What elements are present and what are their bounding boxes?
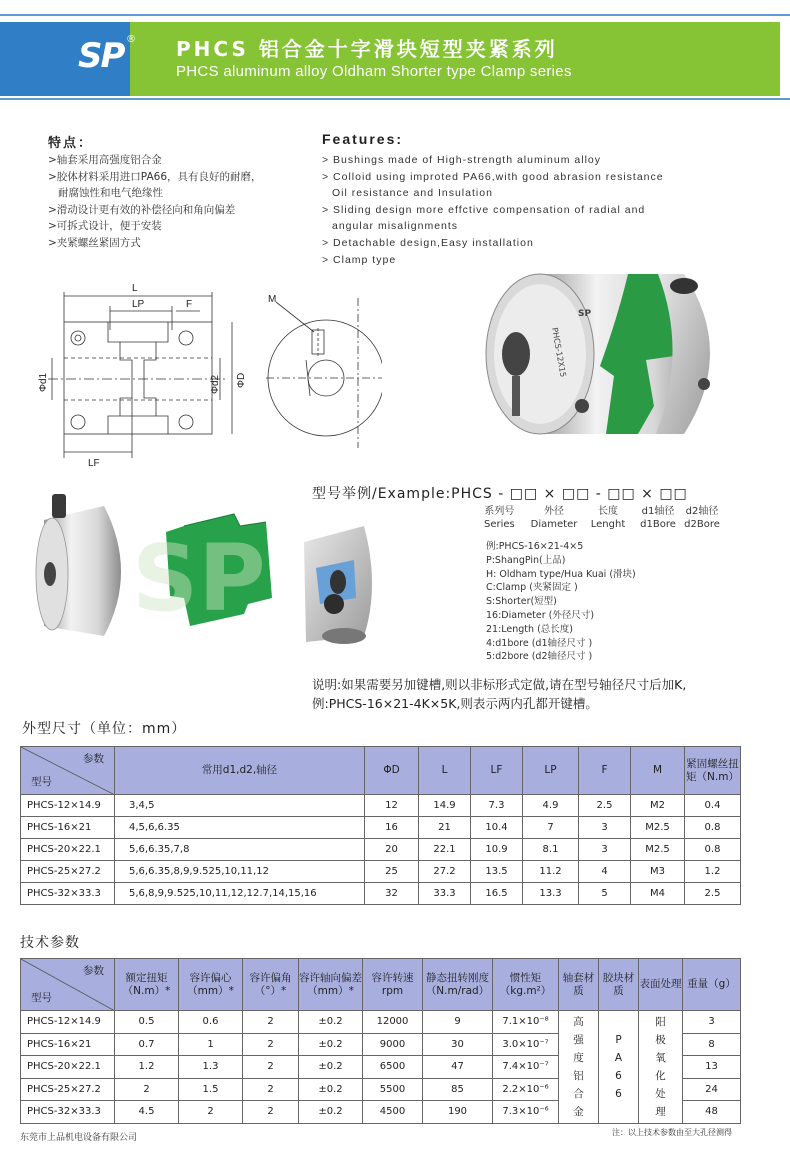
dimensions-header: 常用d1,d2,轴径 bbox=[115, 747, 365, 795]
value-cell: 13.5 bbox=[471, 861, 523, 883]
value-cell: 0.4 bbox=[685, 795, 741, 817]
value-cell: 5,6,6.35,7,8 bbox=[115, 839, 365, 861]
value-cell: 2 bbox=[243, 1101, 299, 1124]
value-cell: ±0.2 bbox=[299, 1011, 363, 1034]
value-cell: 12000 bbox=[363, 1011, 423, 1034]
value-cell: 2 bbox=[243, 1056, 299, 1079]
feature-en-item: > Sliding design more effctive compensation of radial and bbox=[322, 203, 646, 216]
value-cell: 7.3 bbox=[471, 795, 523, 817]
value-cell: M2 bbox=[631, 795, 685, 817]
feature-cn-item: >可拆式设计，便于安装 bbox=[48, 220, 162, 232]
dim-label-LP: LP bbox=[132, 299, 145, 310]
value-cell: 5 bbox=[579, 883, 631, 905]
corner-param-label: 参数 bbox=[83, 965, 104, 977]
value-cell: 3.0×10⁻⁷ bbox=[493, 1033, 559, 1056]
feature-en-item: > Clamp type bbox=[322, 253, 397, 266]
registered-mark: ® bbox=[126, 34, 136, 45]
example-title: 型号举例/Example:PHCS - □□ × □□ - □□ × □□ bbox=[312, 486, 688, 502]
technical-header: 轴套材质 bbox=[559, 959, 599, 1011]
dimensions-header: M bbox=[631, 747, 685, 795]
technical-header: 表面处理 bbox=[639, 959, 683, 1011]
value-cell: 1 bbox=[179, 1033, 243, 1056]
value-cell: 2 bbox=[179, 1101, 243, 1124]
feature-cn-item: >轴套采用高强度铝合金 bbox=[48, 154, 162, 166]
technical-header: 胶块材质 bbox=[599, 959, 639, 1011]
value-cell: 0.6 bbox=[179, 1011, 243, 1034]
value-cell: 0.7 bbox=[115, 1033, 179, 1056]
weight-cell: 3 bbox=[683, 1011, 741, 1034]
technical-table-body bbox=[21, 1011, 741, 1124]
dimensions-header: LF bbox=[471, 747, 523, 795]
example-note: 例:PHCS-16×21-4×5 bbox=[486, 541, 584, 552]
dimensions-table-body bbox=[21, 795, 741, 905]
logo-text: SP bbox=[78, 36, 124, 76]
model-cell: PHCS-25×27.2 bbox=[21, 1078, 115, 1101]
dimensions-row bbox=[21, 883, 741, 905]
product-mark-text: PHCS-12X15 bbox=[550, 326, 568, 378]
end-view-drawing bbox=[262, 288, 382, 448]
value-cell: 1.2 bbox=[685, 861, 741, 883]
code-d1bore: d1轴径 d1Bore bbox=[640, 506, 676, 530]
page-title-en: PHCS aluminum alloy Oldham Shorter type Clamp series bbox=[176, 63, 572, 80]
model-cell: PHCS-16×21 bbox=[21, 1033, 115, 1056]
value-cell: 7.1×10⁻⁸ bbox=[493, 1011, 559, 1034]
value-cell: 25 bbox=[365, 861, 419, 883]
value-cell: 9000 bbox=[363, 1033, 423, 1056]
dimensions-row bbox=[21, 839, 741, 861]
value-cell: 4,5,6,6.35 bbox=[115, 817, 365, 839]
value-cell: 0.5 bbox=[115, 1011, 179, 1034]
value-cell: 22.1 bbox=[419, 839, 471, 861]
value-cell: 16.5 bbox=[471, 883, 523, 905]
value-cell: 6500 bbox=[363, 1056, 423, 1079]
weight-cell: 48 bbox=[683, 1101, 741, 1124]
dim-label-d2: Φd2 bbox=[210, 374, 221, 394]
value-cell: 2.2×10⁻⁶ bbox=[493, 1078, 559, 1101]
header-top-rule bbox=[0, 14, 790, 16]
exploded-view-photo bbox=[34, 486, 380, 656]
model-cell: PHCS-20×22.1 bbox=[21, 1056, 115, 1079]
dim-label-F: F bbox=[186, 299, 193, 310]
value-cell: 3 bbox=[579, 839, 631, 861]
example-note: 4:d1bore (d1轴径尺寸 ) bbox=[486, 637, 593, 649]
model-cell: PHCS-16×21 bbox=[21, 817, 115, 839]
value-cell: 11.2 bbox=[523, 861, 579, 883]
footer-note: 注：以上技术参数由至大孔径测得 bbox=[612, 1128, 732, 1137]
value-cell: 5,6,8,9,9.525,10,11,12,12.7,14,15,16 bbox=[115, 883, 365, 905]
value-cell: 21 bbox=[419, 817, 471, 839]
value-cell: 2.5 bbox=[685, 883, 741, 905]
feature-en-item: angular misalignments bbox=[332, 220, 459, 233]
value-cell: 4 bbox=[579, 861, 631, 883]
technical-row bbox=[21, 1011, 741, 1034]
coupling-photo bbox=[478, 256, 740, 452]
dimensions-table bbox=[20, 746, 741, 905]
sleeve-material-cell: 高 强 度 铝 合 金 bbox=[559, 1011, 599, 1124]
model-cell: PHCS-12×14.9 bbox=[21, 1011, 115, 1034]
example-note: H: Oldham type/Hua Kuai (滑块) bbox=[486, 568, 636, 580]
value-cell: 5,6,6.35,8,9,9.525,10,11,12 bbox=[115, 861, 365, 883]
example-note: C:Clamp (夹紧固定 ) bbox=[486, 582, 578, 594]
page-title-cn: PHCS 铝合金十字滑块短型夹紧系列 bbox=[176, 37, 558, 61]
value-cell: M2.5 bbox=[631, 839, 685, 861]
brand-logo bbox=[78, 36, 140, 82]
model-cell: PHCS-32×33.3 bbox=[21, 883, 115, 905]
value-cell: 2.5 bbox=[579, 795, 631, 817]
value-cell: 0.8 bbox=[685, 817, 741, 839]
feature-cn-item: 耐腐蚀性和电气绝缘性 bbox=[58, 187, 163, 199]
watermark-logo: SP bbox=[132, 525, 266, 632]
corner-param-label: 参数 bbox=[83, 753, 104, 765]
value-cell: ±0.2 bbox=[299, 1033, 363, 1056]
example-note: 16:Diameter (外径尺寸) bbox=[486, 609, 595, 621]
code-d2bore: d2轴径 d2Bore bbox=[684, 506, 720, 530]
code-length: 长度 Lenght bbox=[590, 506, 626, 530]
value-cell: 12 bbox=[365, 795, 419, 817]
corner-model-label: 型号 bbox=[31, 992, 52, 1004]
dimensions-header: F bbox=[579, 747, 631, 795]
dimensions-title: 外型尺寸（单位：mm） bbox=[22, 721, 187, 737]
value-cell: 14.9 bbox=[419, 795, 471, 817]
value-cell: 33.3 bbox=[419, 883, 471, 905]
value-cell: 7.3×10⁻⁶ bbox=[493, 1101, 559, 1124]
surface-treatment-cell: 阳 极 氧 化 处 理 bbox=[639, 1011, 683, 1124]
features-list-cn bbox=[48, 152, 262, 251]
technical-table bbox=[20, 958, 741, 1124]
features-heading-cn: 特点： bbox=[48, 136, 94, 151]
dim-label-L: L bbox=[132, 283, 138, 294]
example-notes bbox=[486, 540, 636, 664]
feature-en-item: Oil resistance and Insulation bbox=[332, 187, 493, 200]
dimensions-row bbox=[21, 817, 741, 839]
technical-header: 重量（g） bbox=[683, 959, 741, 1011]
features-heading-en: Features: bbox=[322, 131, 404, 147]
corner-model-label: 型号 bbox=[31, 776, 52, 788]
dim-label-D: ΦD bbox=[236, 372, 247, 388]
value-cell: 2 bbox=[243, 1078, 299, 1101]
value-cell: 3,4,5 bbox=[115, 795, 365, 817]
weight-cell: 8 bbox=[683, 1033, 741, 1056]
value-cell: ±0.2 bbox=[299, 1101, 363, 1124]
value-cell: 5500 bbox=[363, 1078, 423, 1101]
model-cell: PHCS-20×22.1 bbox=[21, 839, 115, 861]
value-cell: 190 bbox=[423, 1101, 493, 1124]
model-cell: PHCS-12×14.9 bbox=[21, 795, 115, 817]
model-cell: PHCS-32×33.3 bbox=[21, 1101, 115, 1124]
dimensions-corner-cell bbox=[21, 747, 115, 795]
technical-corner-cell bbox=[21, 959, 115, 1011]
technical-header: 容许偏心（mm）* bbox=[179, 959, 243, 1011]
value-cell: 4.5 bbox=[115, 1101, 179, 1124]
value-cell: 20 bbox=[365, 839, 419, 861]
feature-cn-item: >夹紧螺丝紧固方式 bbox=[48, 236, 141, 249]
value-cell: 4500 bbox=[363, 1101, 423, 1124]
company-name: 东莞市上品机电设备有限公司 bbox=[20, 1133, 138, 1143]
code-diameter: 外径 Diameter bbox=[530, 506, 578, 530]
value-cell: 9 bbox=[423, 1011, 493, 1034]
feature-en-item: > Bushings made of High-strength aluminum alloy bbox=[322, 154, 601, 166]
example-note: 21:Length (总长度) bbox=[486, 623, 573, 635]
value-cell: 2 bbox=[115, 1078, 179, 1101]
technical-header: 容许转速 rpm bbox=[363, 959, 423, 1011]
header-banner bbox=[0, 0, 790, 110]
value-cell: 4.9 bbox=[523, 795, 579, 817]
value-cell: 10.4 bbox=[471, 817, 523, 839]
value-cell: M2.5 bbox=[631, 817, 685, 839]
dim-label-d1: Φd1 bbox=[38, 372, 49, 392]
dimensions-header: L bbox=[419, 747, 471, 795]
value-cell: ±0.2 bbox=[299, 1056, 363, 1079]
feature-en-item: > Detachable design,Easy installation bbox=[322, 236, 534, 249]
value-cell: ±0.2 bbox=[299, 1078, 363, 1101]
value-cell: 3 bbox=[579, 817, 631, 839]
features-list-en bbox=[322, 152, 664, 268]
dimensions-header: LP bbox=[523, 747, 579, 795]
dimensions-header: ΦD bbox=[365, 747, 419, 795]
value-cell: 1.3 bbox=[179, 1056, 243, 1079]
side-view-drawing bbox=[28, 280, 258, 470]
value-cell: 2 bbox=[243, 1011, 299, 1034]
value-cell: 0.8 bbox=[685, 839, 741, 861]
model-cell: PHCS-25×27.2 bbox=[21, 861, 115, 883]
dim-label-LF: LF bbox=[88, 458, 100, 469]
code-series: 系列号 Series bbox=[484, 506, 515, 530]
keyway-remark: 说明:如果需要另加键槽,则以非标形式定做,请在型号轴径尺寸后加K, 例:PHCS-16×21-4K×5K,则表示两内孔都开键槽。 bbox=[312, 677, 687, 711]
value-cell: 2 bbox=[243, 1033, 299, 1056]
header-bottom-rule bbox=[0, 98, 790, 100]
example-note: 5:d2bore (d2轴径尺寸 ) bbox=[486, 651, 593, 663]
feature-cn-item: >胶体材料采用进口PA66，具有良好的耐磨， bbox=[48, 170, 262, 183]
dimensions-header: 紧固螺丝扭矩（N.m） bbox=[685, 747, 741, 795]
value-cell: 32 bbox=[365, 883, 419, 905]
feature-cn-item: >滑动设计更有效的补偿径向和角向偏差 bbox=[48, 203, 236, 216]
value-cell: 27.2 bbox=[419, 861, 471, 883]
value-cell: 7.4×10⁻⁷ bbox=[493, 1056, 559, 1079]
technical-header: 容许偏角（°）* bbox=[243, 959, 299, 1011]
insert-material-cell: P A 6 6 bbox=[599, 1011, 639, 1124]
dim-label-M: M bbox=[268, 294, 277, 305]
value-cell: 47 bbox=[423, 1056, 493, 1079]
dimensions-row bbox=[21, 861, 741, 883]
value-cell: 10.9 bbox=[471, 839, 523, 861]
technical-header: 容许轴向偏差（mm）* bbox=[299, 959, 363, 1011]
feature-en-item: > Colloid using improted PA66,with good abrasion resistance bbox=[322, 170, 664, 183]
product-logo-text: SP bbox=[578, 309, 592, 319]
value-cell: 7 bbox=[523, 817, 579, 839]
value-cell: 1.2 bbox=[115, 1056, 179, 1079]
value-cell: M4 bbox=[631, 883, 685, 905]
technical-title: 技术参数 bbox=[20, 935, 80, 951]
weight-cell: 13 bbox=[683, 1056, 741, 1079]
value-cell: 13.3 bbox=[523, 883, 579, 905]
value-cell: 16 bbox=[365, 817, 419, 839]
value-cell: 30 bbox=[423, 1033, 493, 1056]
example-note: P:ShangPin(上品) bbox=[486, 554, 566, 566]
value-cell: M3 bbox=[631, 861, 685, 883]
weight-cell: 24 bbox=[683, 1078, 741, 1101]
technical-header: 静态扭转刚度（N.m/rad） bbox=[423, 959, 493, 1011]
dimensions-row bbox=[21, 795, 741, 817]
example-note: S:Shorter(短型) bbox=[486, 596, 557, 608]
value-cell: 1.5 bbox=[179, 1078, 243, 1101]
value-cell: 85 bbox=[423, 1078, 493, 1101]
technical-header: 额定扭矩（N.m）* bbox=[115, 959, 179, 1011]
technical-header: 惯性矩（kg.m²） bbox=[493, 959, 559, 1011]
value-cell: 8.1 bbox=[523, 839, 579, 861]
